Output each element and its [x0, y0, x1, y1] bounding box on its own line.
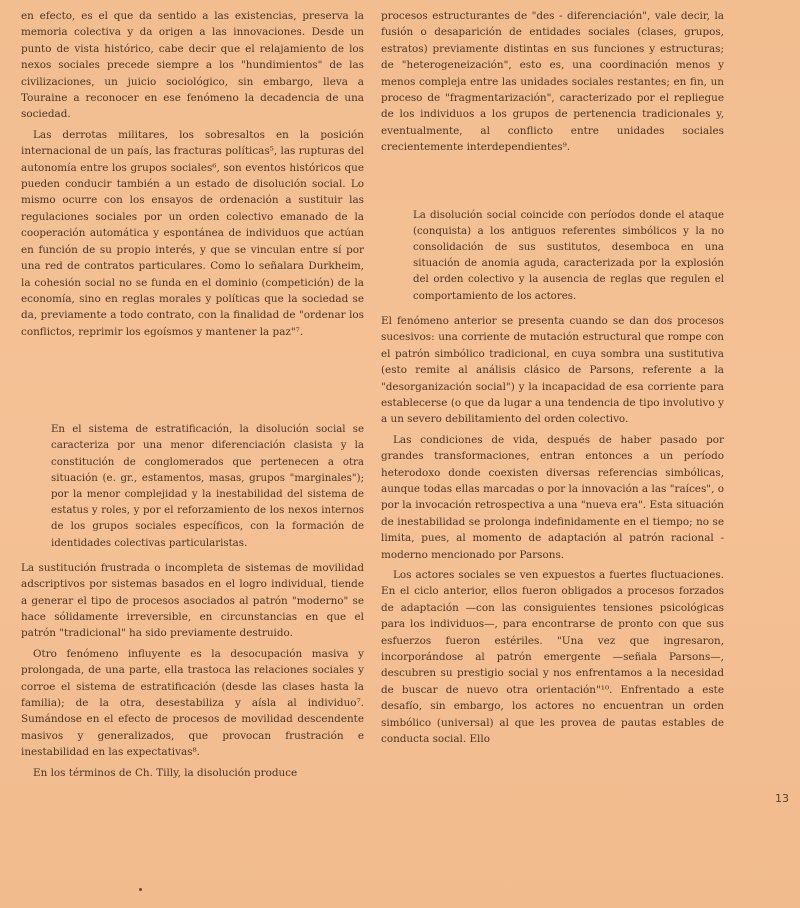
- paragraph: Los actores sociales se ven expuestos a fuertes fluctuaciones. En el ciclo anterior, ellos fueron obligados a procesos forzados de adaptación —con las consiguientes tensiones psicológicas para los individuos—, para encontrarse de pronto con que sus esfuerzos fueron estériles. "Una vez que ingresaron, incorporándose al patrón emergente —señala Parsons—, descubren su prestigio social y nos enfrentamos a la necesidad de buscar de nuevo otra orientación"¹⁰. Enfrentado a este desafío, sin embargo, los actores no encuentran un orden simbólico (universal) al que les provea de pautas estables de conducta social. Ello: [381, 568, 724, 746]
- paragraph: El fenómeno anterior se presenta cuando se dan dos procesos sucesivos: una corriente de mutación estructural que rompe con el patrón simbólico tradicional, en cuya sombra una sustitutiva (esto remite al análisis clásico de Parsons, referente a la "desorganización social") y la incapacidad de esa corriente para establecerse (o que da lugar a una tendencia de tipo involutivo y a un severo debilitamiento del orden colectivo.: [381, 314, 724, 426]
- paragraph: La sustitución frustrada o incompleta de sistemas de movilidad adscriptivos por sistemas basados en el logro individual, tiende a generar el tipo de procesos asociados al patrón "moderno" se hace sólidamente irreversible, en circunstancias en que el patrón "tradicional" ha sido previamente destruido.: [21, 561, 364, 640]
- right-column: [381, 8, 724, 751]
- paragraph: Las condiciones de vida, después de haber pasado por grandes transformaciones, entran entonces a un período heterodoxo donde coexisten diversas referencias simbólicas, aunque todas ellas marcadas o por la innovación a las "raíces", o por la invocación retrospectiva a una "nueva era". Esta situación de inestabilidad se prolonga indefinidamente en el tiempo; no se limita, pues, al momento de adaptación al patrón racional - moderno mencionado por Parsons.: [381, 433, 724, 561]
- page-number: 13: [775, 792, 789, 805]
- indented-quote: [51, 422, 364, 552]
- paragraph: procesos estructurantes de "des - diferenciación", vale decir, la fusión o desaparición de entidades sociales (clases, grupos, estratos) previamente distintas en sus funciones y estructuras; de "heterogeneización", esto es, una coordinación menos y menos compleja entre las unidades sociales restantes; en fin, un proceso de "fragmentarización", caracterizado por el repliegue de los individuos a los grupos de pertenencia tradicionales y, eventualmente, al conflicto entre unidades sociales crecientemente interdependientes⁹.: [381, 10, 724, 154]
- paragraph: Otro fenómeno influyente es la desocupación masiva y prolongada, de una parte, ella trastoca las relaciones sociales y corroe el sistema de estratificación (desde las clases hasta la familia); de la otra, desestabiliza y aísla al individuo⁷. Sumándose en el efecto de procesos de movilidad descendente masivos y generalizados, que provocan frustración e inestabilidad en las expectativas⁸.: [21, 647, 364, 759]
- paragraph: En los términos de Ch. Tilly, la disolución produce: [33, 766, 298, 779]
- quote-text: La disolución social coincide con períodos donde el ataque (conquista) a los antiguos referentes simbólicos y la no consolidación de sus sustitutos, desemboca en una situación de anomia aguda, caracterizada por la explosión del orden colectivo y la ausencia de reglas que regulen el comportamiento de los actores.: [413, 209, 724, 302]
- quote-text: En el sistema de estratificación, la disolución social se caracteriza por una menor diferenciación clasista y la constitución de conglomerados que pertenecen a otra situación (e. gr., estamentos, masas, grupos "marginales"); por la menor complejidad y la inestabilidad del sistema de estatus y roles, y por el reforzamiento de los nexos internos de los grupos sociales específicos, con la formación de identidades colectivas particularistas.: [51, 424, 364, 549]
- print-speck: [139, 888, 142, 891]
- paragraph: en efecto, es el que da sentido a las existencias, preserva la memoria colectiva y da origen a las innovaciones. Desde un punto de vista histórico, cabe decir que el relajamiento de los nexos sociales precede siempre a los "hundimientos" de las civilizaciones, un juicio sociológico, sin embargo, lleva a Touraine a reconocer en ese fenómeno la decadencia de una sociedad.: [21, 10, 364, 121]
- paragraph: Las derrotas militares, los sobresaltos en la posición internacional de un país, las fracturas políticas⁵, las rupturas del autonomía entre los grupos sociales⁶, son eventos históricos que pueden conducir también a un estado de disolución social. Lo mismo ocurre con los ensayos de ordenación a sustituir las regulaciones sociales por un orden colectivo emanado de la cooperación automática y espontánea de individuos que actúan en función de su propio interés, y que se vinculan entre sí por una red de contratos particulares. Como lo señalara Durkheim, la cohesión social no se funda en el dominio (competición) de la economía, sino en reglas morales y políticas que la sociedad se da, previamente a todo contrato, con la finalidad de "ordenar los conflictos, reprimir los egoísmos y mantener la paz"⁷.: [21, 128, 364, 338]
- indented-quote: [413, 208, 724, 305]
- left-column: [21, 8, 364, 785]
